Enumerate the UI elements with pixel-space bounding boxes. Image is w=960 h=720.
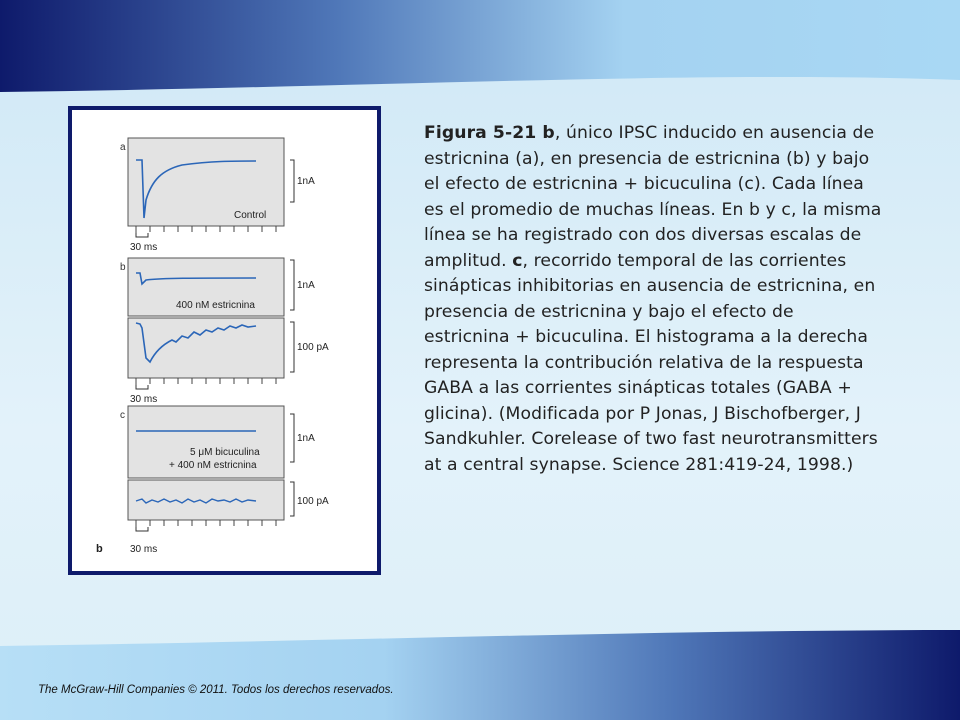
panel-a-scale-label: 1nA xyxy=(297,176,315,187)
figure-caption xyxy=(424,121,884,478)
figure-illustration xyxy=(72,110,377,571)
panel-a-time-label: 30 ms xyxy=(130,242,158,253)
panel-c-bottom-scale-label: 100 pA xyxy=(297,496,329,507)
panel-c-time-label: 30 ms xyxy=(130,544,158,555)
panel-b-bottom-scale-label: 100 pA xyxy=(297,342,329,353)
panel-b-letter: b xyxy=(120,262,126,273)
copyright-footer: The McGraw-Hill Companies © 2011. Todos los derechos reservados. xyxy=(38,684,394,696)
panel-c-top-label-line1: 5 μM bicuculina xyxy=(190,447,260,458)
caption-bold-c: c xyxy=(512,250,523,271)
bottom-banner xyxy=(0,630,960,720)
caption-part1: , único IPSC inducido en ausencia de estricnina (a), en presencia de estricnina (b) y bajo el efecto de estricnina + bicuculina (c). Cada línea es el promedio de muchas líneas. En b y c, la misma línea se ha registrado con dos diversas escalas de amplitud. xyxy=(424,123,882,271)
panel-b-top-label: 400 nM estricnina xyxy=(176,300,255,311)
panel-b-bottom-box xyxy=(128,318,284,378)
panel-b-time-label: 30 ms xyxy=(130,394,158,405)
panel-c-letter: c xyxy=(120,410,125,421)
panel-c-top-scale-label: 1nA xyxy=(297,433,315,444)
panel-c-top-label-line2: + 400 nM estricnina xyxy=(169,460,257,471)
top-banner xyxy=(0,0,960,95)
panel-a-label: Control xyxy=(234,210,267,221)
figure-panel xyxy=(68,106,381,575)
panel-b-top-scale-label: 1nA xyxy=(297,280,315,291)
figure-letter: b xyxy=(96,543,103,555)
panel-a-letter: a xyxy=(120,142,126,153)
caption-part2: , recorrido temporal de las corrientes sinápticas inhibitorias en ausencia de estricnina, en presencia de estricnina y bajo el efecto de estricnina + bicuculina. El histograma a la derecha representa la contribución relativa de la respuesta GABA a las corrientes sinápticas totales (GABA + glicina). (Modificada por P Jonas, J Bischofberger, J Sandkuhler. Corelease of two fast neurotransmitters at a central synapse. Science 281:419-24, 1998.) xyxy=(424,250,878,475)
caption-title: Figura 5-21 b xyxy=(424,123,555,143)
